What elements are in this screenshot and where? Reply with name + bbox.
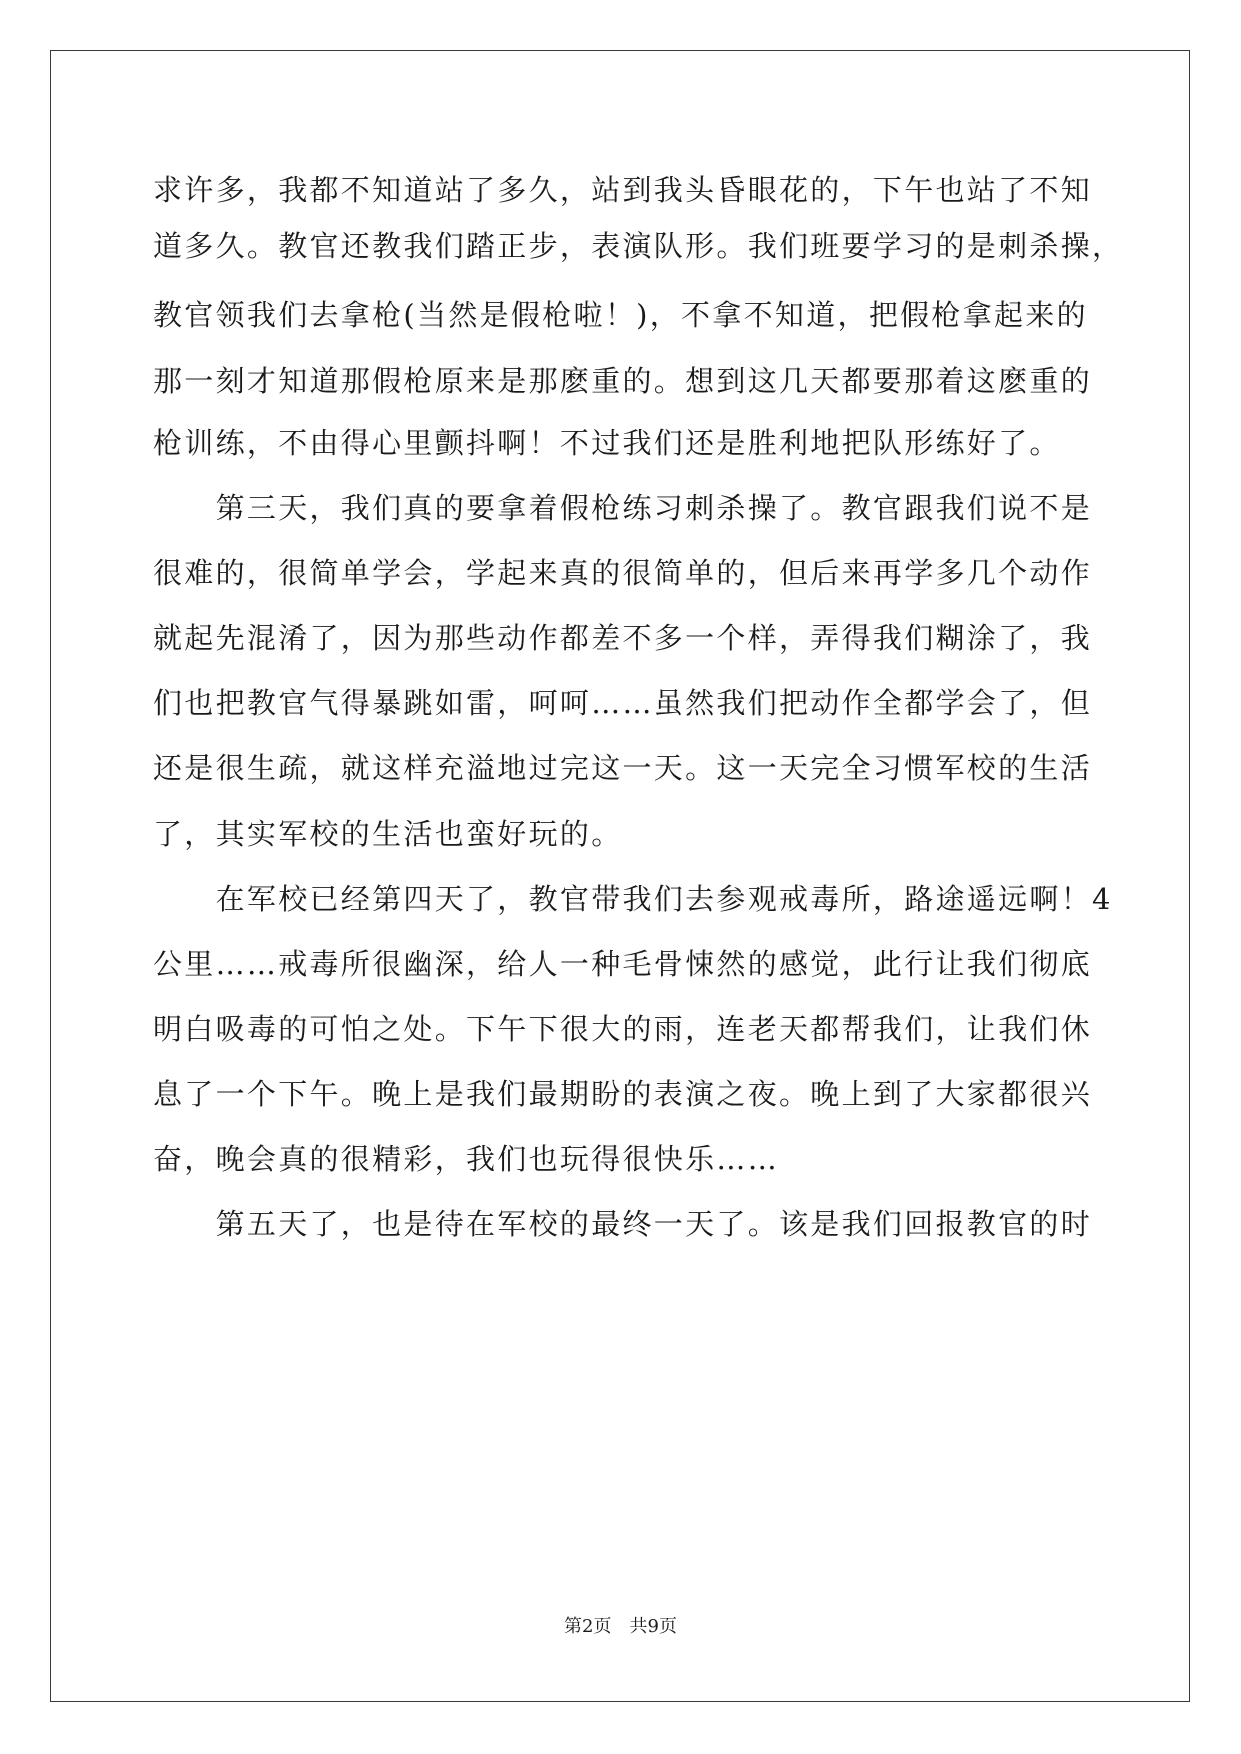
body-line: 公里……戒毒所很幽深，给人一种毛骨悚然的感觉，此行让我们彻底 <box>153 947 1093 981</box>
body-line: 奋，晚会真的很精彩，我们也玩得很快乐…… <box>153 1142 780 1176</box>
body-line: 那一刻才知道那假枪原来是那麽重的。想到这几天都要那着这麽重的 <box>153 364 1093 398</box>
body-line: 在军校已经第四天了，教官带我们去参观戒毒所，路途遥远啊！4 <box>153 882 1113 916</box>
page-number-footer: 第2页 共9页 <box>564 1616 677 1637</box>
body-line: 了，其实军校的生活也蛮好玩的。 <box>153 817 623 851</box>
body-line: 第五天了，也是待在军校的最终一天了。该是我们回报教官的时 <box>153 1207 1093 1241</box>
body-line: 枪训练，不由得心里颤抖啊！不过我们还是胜利地把队形练好了。 <box>153 426 1061 460</box>
body-line: 明白吸毒的可怕之处。下午下很大的雨，连老天都帮我们，让我们休 <box>153 1012 1093 1046</box>
body-line: 很难的，很简单学会，学起来真的很简单的，但后来再学多几个动作 <box>153 556 1093 590</box>
body-line: 还是很生疏，就这样充溢地过完这一天。这一天完全习惯军校的生活 <box>153 751 1093 785</box>
body-line: 们也把教官气得暴跳如雷，呵呵……虽然我们把动作全都学会了，但 <box>153 686 1093 720</box>
body-line: 就起先混淆了，因为那些动作都差不多一个样，弄得我们糊涂了，我 <box>153 621 1093 655</box>
body-line: 息了一个下午。晚上是我们最期盼的表演之夜。晚上到了大家都很兴 <box>153 1077 1093 1111</box>
body-line: 求许多，我都不知道站了多久，站到我头昏眼花的，下午也站了不知 <box>153 173 1093 207</box>
body-line: 第三天，我们真的要拿着假枪练习刺杀操了。教官跟我们说不是 <box>153 491 1093 525</box>
body-line: 教官领我们去拿枪(当然是假枪啦！)，不拿不知道，把假枪拿起来的 <box>153 298 1088 332</box>
body-line: 道多久。教官还教我们踏正步，表演队形。我们班要学习的是刺杀操， <box>153 229 1124 263</box>
